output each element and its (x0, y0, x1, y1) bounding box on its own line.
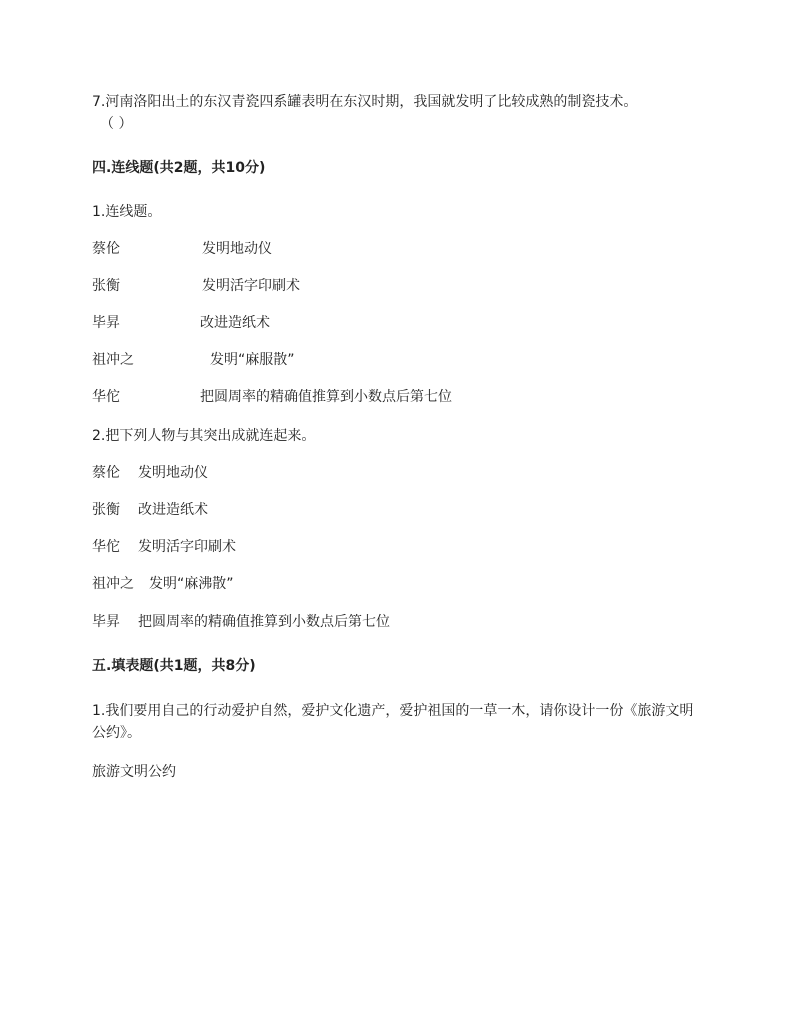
match-right: 发明活字印刷术 (138, 539, 236, 555)
section-5-q1-prompt: 1.我们要用自己的行动爱护自然，爱护文化遗产，爱护祖国的一草一木，请你设计一份《旅游文明公约》。 (92, 703, 694, 741)
match-left: 张衡 (92, 278, 120, 294)
match-left: 毕昇 (92, 315, 120, 331)
question-7-text: 7.河南洛阳出土的东汉青瓷四系罐表明在东汉时期，我国就发明了比较成熟的制瓷技术。 (92, 94, 638, 110)
match-left: 毕昇 (92, 614, 120, 630)
match-row (92, 574, 234, 594)
match-right: 改进造纸术 (138, 502, 208, 518)
section-4-q2-prompt: 2.把下列人物与其突出成就连起来。 (92, 428, 316, 444)
section-4-q1-prompt: 1.连线题。 (92, 204, 162, 220)
match-right: 把圆周率的精确值推算到小数点后第七位 (200, 389, 452, 405)
match-right: 发明活字印刷术 (202, 278, 300, 294)
match-row (92, 387, 452, 407)
match-row (92, 313, 270, 333)
match-row (92, 612, 390, 632)
section-5-heading: 五.填表题(共1题，共8分) (92, 658, 256, 674)
match-left: 张衡 (92, 502, 120, 518)
match-left: 蔡伦 (92, 241, 120, 257)
question-7-blank: （ ） (100, 116, 133, 132)
match-left: 祖冲之 (92, 352, 134, 368)
match-row (92, 500, 208, 520)
match-row (92, 537, 236, 557)
match-right: 把圆周率的精确值推算到小数点后第七位 (138, 614, 390, 630)
match-right: 发明地动仪 (202, 241, 272, 257)
match-right: 发明“麻沸散” (149, 576, 234, 592)
match-row (92, 463, 208, 483)
table-title: 旅游文明公约 (92, 764, 176, 780)
match-row (92, 239, 272, 259)
match-right: 发明地动仪 (138, 465, 208, 481)
match-row (92, 350, 295, 370)
match-left: 蔡伦 (92, 465, 120, 481)
match-left: 祖冲之 (92, 576, 134, 592)
section-4-heading: 四.连线题(共2题，共10分) (92, 160, 266, 176)
match-row (92, 276, 300, 296)
match-right: 发明“麻服散” (210, 352, 295, 368)
match-right: 改进造纸术 (200, 315, 270, 331)
question-7 (92, 92, 702, 112)
match-left: 华佗 (92, 539, 120, 555)
match-left: 华佗 (92, 389, 120, 405)
